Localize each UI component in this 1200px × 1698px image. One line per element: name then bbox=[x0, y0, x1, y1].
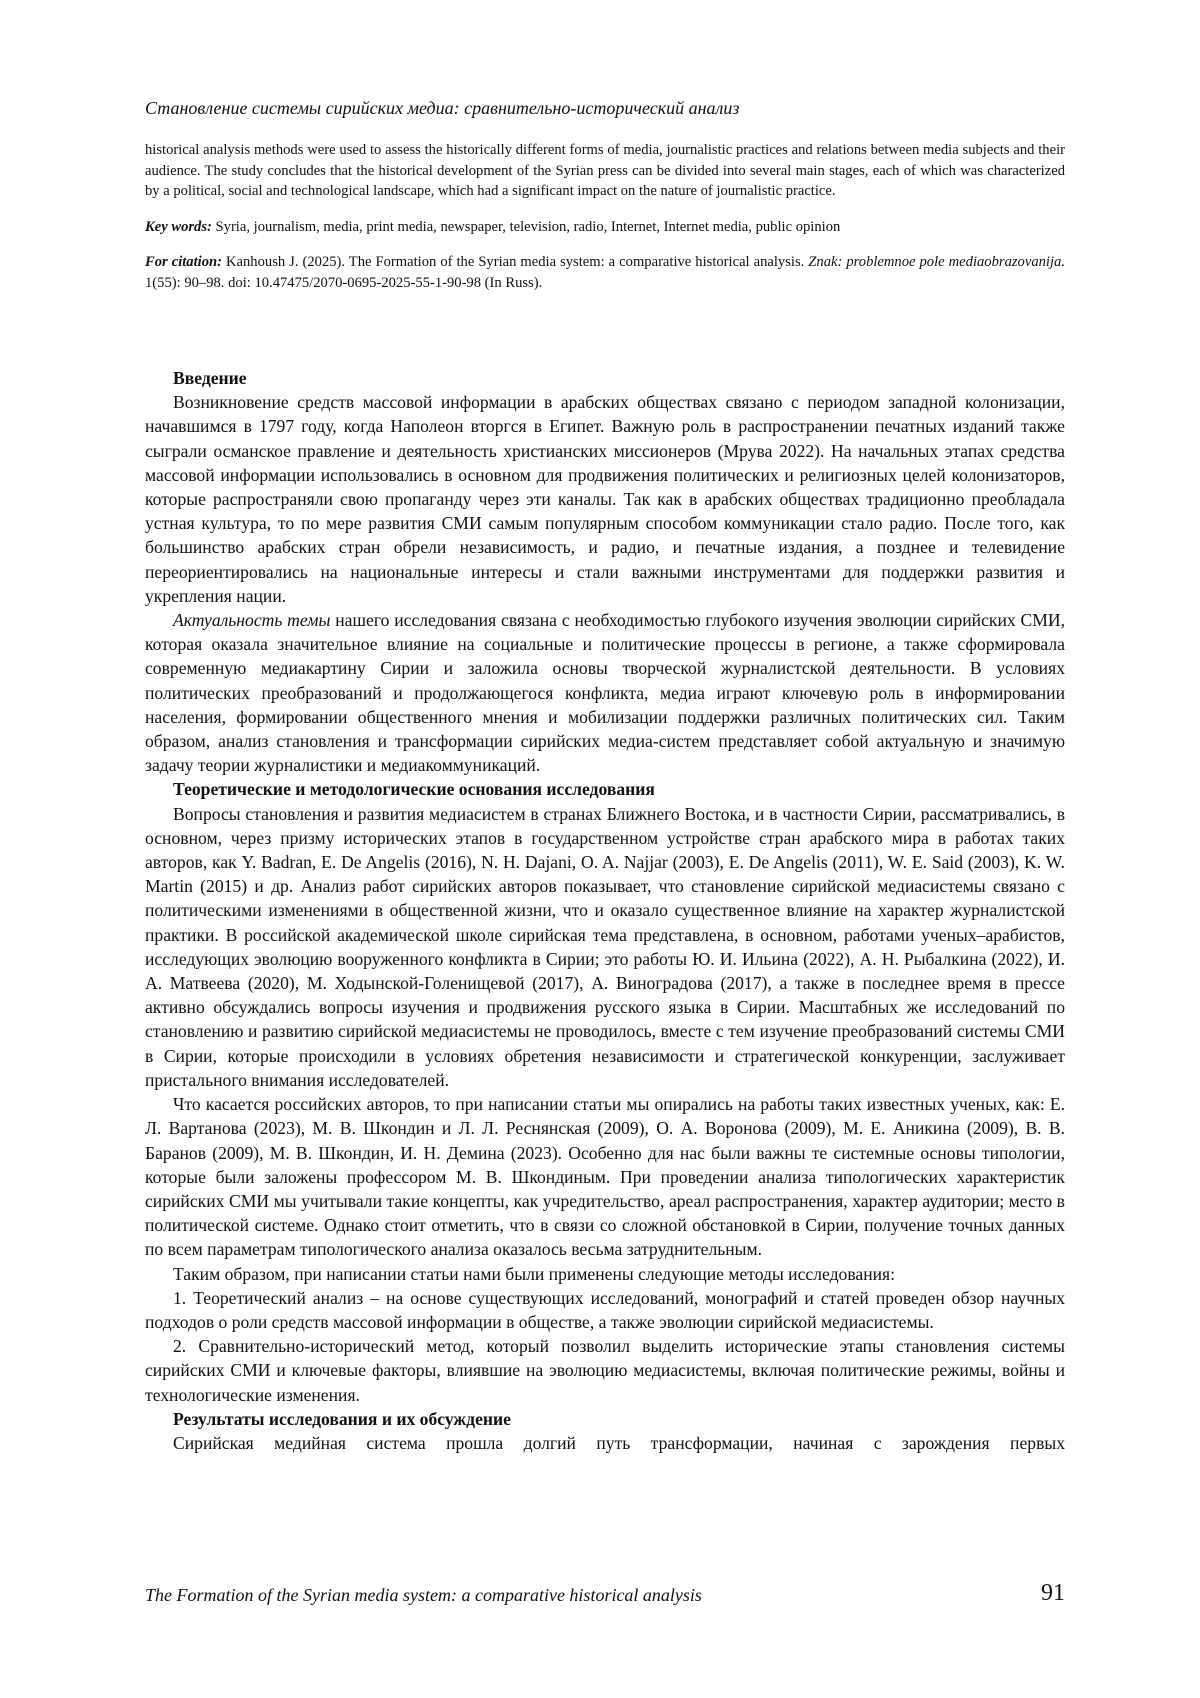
abstract-text: historical analysis methods were used to assess the historically different forms of media, journalistic practices and relations between media subjects and their audience. The study concludes that the historical development of the Syrian press can be divided into several main stages, each of which was characterized by a political, social and technological landscape, which had a significant impact on the nature of journalistic practice. bbox=[145, 142, 1065, 199]
citation-line bbox=[145, 252, 1065, 293]
paragraph-results-start: Сирийская медийная система прошла долгий путь трансформации, начиная с зарождения первых bbox=[173, 1432, 1065, 1453]
paragraph-method-1: 1. Теоретический анализ – на основе существующих исследований, монографий и статей проведен обзор научных подходов о роли средств массовой информации в обществе, а также эволюции сирийской медиасистемы. bbox=[145, 1287, 1065, 1332]
paragraph-relevance bbox=[145, 608, 1065, 777]
heading-introduction: Введение bbox=[173, 368, 247, 388]
citation-journal: Znak: problemnoe pole mediaobrazovanija. bbox=[808, 254, 1065, 270]
paragraph-russian-authors: Что касается российских авторов, то при написании статьи мы опирались на работы таких известных ученых, как: Е. Л. Вартанова (2023), М. В. Шкондин и Л. Л. Реснянская (2009), О. А. Воронова (2009), М. Е. Аникина (2009), В. В. Баранов (2009), М. В. Шкондин, И. Н. Демина (2023). Особенно для нас были важны те системные основы типологии, которые были заложены профессором М. В. Шкондиным. При проведении анализа типологических характеристик сирийских СМИ мы учитывали такие концепты, как учредительство, ареал распространения, характер аудитории; место в политической системе. Однако стоит отметить, что в связи со сложной обстановкой в Сирии, получение точных данных по всем параметрам типологического анализа оказалось весьма затруднительным. bbox=[145, 1094, 1065, 1260]
paragraph-methods-intro: Таким образом, при написании статьи нами были применены следующие методы исследования: bbox=[173, 1263, 896, 1284]
keywords-label: Key words: bbox=[145, 218, 212, 235]
keywords-text: Syria, journalism, media, print media, newspaper, television, radio, Internet, Internet media, public opinion bbox=[211, 218, 841, 235]
citation-text-part2: 1(55): 90–98. doi: 10.47475/2070-0695-2025-55-1-90-98 (In Russ). bbox=[145, 274, 543, 291]
relevance-italic: Актуальность темы bbox=[173, 610, 331, 631]
paragraph-method-2: 2. Сравнительно-исторический метод, который позволил выделить исторические этапы становления системы сирийских СМИ и ключевые факторы, влиявшие на эволюцию медиасистемы, включая политические режимы, войны и технологические изменения. bbox=[145, 1336, 1065, 1405]
article-body bbox=[145, 366, 1065, 1455]
page-number: 91 bbox=[1041, 1580, 1065, 1606]
citation-text-part1: Kanhoush J. (2025). The Formation of the Syrian media system: a comparative historical analysis. bbox=[221, 254, 809, 270]
citation-label: For citation: bbox=[145, 254, 222, 270]
abstract-block bbox=[145, 140, 1065, 293]
footer-title: The Formation of the Syrian media system: a comparative historical analysis bbox=[145, 1585, 702, 1605]
heading-theory: Теоретические и методологические основания исследования bbox=[173, 779, 655, 800]
heading-results: Результаты исследования и их обсуждение bbox=[173, 1408, 511, 1429]
relevance-text: нашего исследования связана с необходимостью глубокого изучения эволюции сирийских СМИ, которая оказала значительное влияние на социальные и политические процессы в регионе, а также сформировала современную медиакартину Сирии и заложила основы творческой журналистской деятельности. В условиях политических преобразований и продолжающегося конфликта, медиа играют ключевую роль в информировании населения, формировании общественного мнения и мобилизации поддержки различных политических сил. Таким образом, анализ становления и трансформации сирийских медиа-систем представляет собой актуальную и значимую задачу теории журналистики и медиакоммуникаций. bbox=[145, 610, 1065, 776]
paragraph-theory: Вопросы становления и развития медиасистем в странах Ближнего Востока, и в частности Сирии, рассматривались, в основном, через призму исторических этапов в государственном устройстве стран арабского мира в работах таких авторов, как Y. Badran, E. De Angelis (2016), N. H. Dajani, O. A. Najjar (2003), E. De Angelis (2011), W. E. Said (2003), K. W. Martin (2015) и др. Анализ работ сирийских авторов показывает, что становление сирийской медиасистемы связано с политическими изменениями в общественной жизни, что и оказало существенное влияние на характер журналистской практики. В российской академической школе сирийская тема представлена, в основном, работами ученых–арабистов, исследующих эволюцию вооруженного конфликта в Сирии; это работы Ю. И. Ильина (2022), А. Н. Рыбалкина (2022), И. А. Матвеева (2020), М. Ходынской-Голенищевой (2017), А. Виноградова (2017), а также в последнее время в прессе активно обсуждались вопросы изучения и продвижения русского языка в Сирии. Масштабных же исследований по становлению и развитию сирийской медиасистемы не проводилось, вместе с тем изучение преобразований системы СМИ в Сирии, которые происходили в условиях обретения независимости и стратегической конкуренции, заслуживает пристального внимания исследователей. bbox=[145, 803, 1065, 1090]
running-header-title: Становление системы сирийских медиа: сравнительно-исторический анализ bbox=[145, 98, 740, 118]
paragraph-intro: Возникновение средств массовой информации в арабских обществах связано с периодом западной колонизации, начавшимся в 1797 году, когда Наполеон вторгся в Египет. Важную роль в распространении печатных изданий также сыграли османское правление и деятельность христианских миссионеров (Мрува 2022). На начальных этапах средства массовой информации использовались в основном для продвижения политических и религиозных целей колонизаторов, которые распространяли свою пропаганду через эти каналы. Так как в арабских обществах традиционно преобладала устная культура, то по мере развития СМИ самым популярным способом коммуникации стало радио. После того, как большинство арабских стран обрели независимость, и радио, и печатные издания, а позднее и телевидение переориентировались на национальные интересы и стали важными инструментами для поддержки развития и укрепления нации. bbox=[145, 392, 1065, 606]
keywords-line bbox=[145, 217, 1065, 238]
